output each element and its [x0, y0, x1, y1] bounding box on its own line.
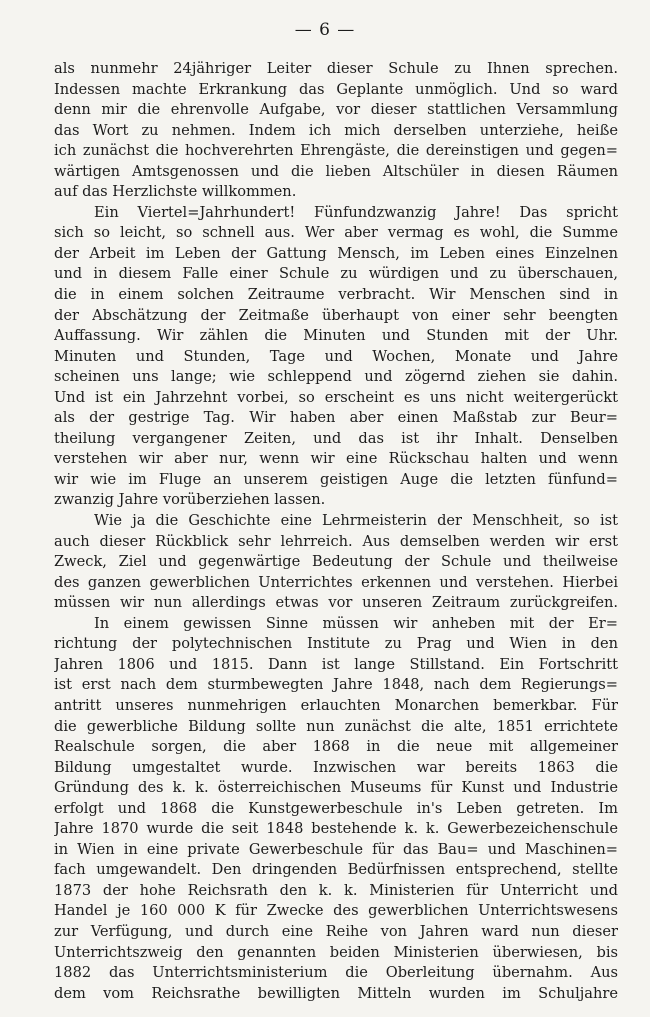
text-line: ich zunächst die hochverehrten Ehrengäste, die dereinstigen und gegen= — [54, 142, 618, 160]
text-line: Minuten und Stunden, Tage und Wochen, Monate und Jahre — [54, 347, 618, 365]
text-line: Wie ja die Geschichte eine Lehrmeisterin der Menschheit, so ist — [94, 512, 618, 530]
text-line: der Abschätzung der Zeitmaße überhaupt von einer sehr beengten — [54, 306, 618, 324]
text-line: antritt unseres nunmehrigen erlauchten Monarchen bemerkbar. Für — [54, 696, 618, 714]
text-line: Und ist ein Jahrzehnt vorbei, so erscheint es uns nicht weitergerückt — [54, 388, 618, 406]
text-line: auf das Herzlichste willkommen. — [54, 183, 297, 201]
text-line: zur Verfügung, und durch eine Reihe von Jahren ward nun dieser — [54, 922, 618, 940]
text-line: zwanzig Jahre vorüberziehen lassen. — [54, 491, 326, 509]
text-line: der Arbeit im Leben der Gattung Mensch, im Leben eines Einzelnen — [54, 244, 618, 262]
body-text — [54, 59, 618, 1004]
text-line: scheinen uns lange; wie schleppend und zögernd ziehen sie dahin. — [54, 368, 618, 386]
text-line: erfolgt und 1868 die Kunstgewerbeschule in's Leben getreten. Im — [54, 799, 618, 817]
text-line: Realschule sorgen, die aber 1868 in die neue mit allgemeiner — [54, 738, 618, 756]
text-line: Unterrichtszweig den genannten beiden Ministerien überwiesen, bis — [54, 943, 618, 961]
text-line: denn mir die ehrenvolle Aufgabe, vor dieser stattlichen Versammlung — [54, 101, 618, 119]
text-line: richtung der polytechnischen Institute zu Prag und Wien in den — [54, 635, 618, 653]
text-line: die gewerbliche Bildung sollte nun zunächst die alte, 1851 errichtete — [54, 717, 618, 735]
text-line: In einem gewissen Sinne müssen wir anheben mit der Er= — [94, 614, 618, 632]
text-line: Zweck, Ziel und gegenwärtige Bedeutung der Schule und theilweise — [54, 553, 618, 571]
page-number: — 6 — — [294, 20, 356, 40]
text-line: Jahren 1806 und 1815. Dann ist lange Stillstand. Ein Fortschritt — [54, 655, 618, 673]
text-line: die in einem solchen Zeitraume verbracht. Wir Menschen sind in — [54, 286, 618, 304]
text-line: fach umgewandelt. Den dringenden Bedürfnissen entsprechend, stellte — [54, 861, 618, 879]
text-line: wärtigen Amtsgenossen und die lieben Altschüler in diesen Räumen — [54, 162, 618, 180]
text-line: Handel je 160 000 K für Zwecke des gewerblichen Unterrichtswesens — [54, 902, 618, 920]
text-line: und in diesem Falle einer Schule zu würdigen und zu überschauen, — [54, 265, 618, 283]
text-line: als der gestrige Tag. Wir haben aber einen Maßstab zur Beur= — [54, 409, 618, 427]
text-line: 1882 das Unterrichtsministerium die Oberleitung übernahm. Aus — [54, 964, 618, 982]
text-line: das Wort zu nehmen. Indem ich mich derselben unterziehe, heiße — [54, 121, 618, 139]
text-line: Indessen machte Erkrankung das Geplante unmöglich. Und so ward — [54, 80, 618, 98]
text-line: in Wien in eine private Gewerbeschule für das Bau= und Maschinen= — [54, 840, 618, 858]
text-line: dem vom Reichsrathe bewilligten Mitteln wurden im Schuljahre — [54, 984, 618, 1002]
text-line: 1873 der hohe Reichsrath den k. k. Ministerien für Unterricht und — [54, 881, 618, 899]
text-line: Jahre 1870 wurde die seit 1848 bestehende k. k. Gewerbezeichenschule — [54, 820, 618, 838]
text-line: als nunmehr 24jähriger Leiter dieser Schule zu Ihnen sprechen. — [54, 60, 618, 77]
text-line: Ein Viertel=Jahrhundert! Fünfundzwanzig Jahre! Das spricht — [94, 203, 618, 221]
text-line: verstehen wir aber nur, wenn wir eine Rückschau halten und wenn — [54, 450, 618, 468]
text-line: Gründung des k. k. österreichischen Museums für Kunst und Industrie — [54, 779, 618, 797]
text-line: wir wie im Fluge an unserem geistigen Auge die letzten fünfund= — [54, 470, 618, 488]
text-line: Auffassung. Wir zählen die Minuten und Stunden mit der Uhr. — [54, 327, 618, 345]
text-line: auch dieser Rückblick sehr lehrreich. Aus demselben werden wir erst — [54, 532, 618, 550]
text-line: des ganzen gewerblichen Unterrichtes erkennen und verstehen. Hierbei — [54, 573, 618, 591]
text-line: theilung vergangener Zeiten, und das ist ihr Inhalt. Denselben — [54, 429, 618, 447]
text-line: ist erst nach dem sturmbewegten Jahre 1848, nach dem Regierungs= — [54, 676, 618, 694]
text-line: sich so leicht, so schnell aus. Wer aber vermag es wohl, die Summe — [54, 224, 618, 242]
text-line: Bildung umgestaltet wurde. Inzwischen war bereits 1863 die — [54, 758, 618, 776]
text-line: müssen wir nun allerdings etwas vor unseren Zeitraum zurückgreifen. — [54, 594, 618, 612]
